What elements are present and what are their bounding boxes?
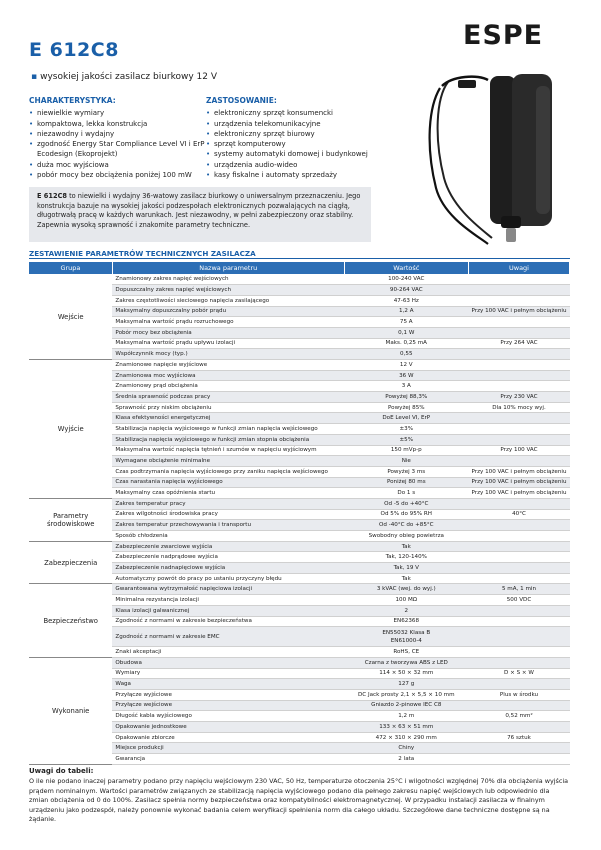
value-cell: ±5% bbox=[344, 434, 468, 445]
table-header-row bbox=[29, 262, 570, 274]
notes-cell bbox=[469, 700, 570, 711]
group-cell: Zabezpieczenia bbox=[29, 541, 112, 584]
description-box bbox=[29, 187, 371, 242]
column-header: Nazwa parametru bbox=[112, 262, 344, 274]
table-title: ZESTAWIENIE PARAMETRÓW TECHNICZNYCH ZASILACZA bbox=[29, 249, 256, 258]
value-cell: Tak, 120-140% bbox=[344, 552, 468, 563]
param-name-cell: Maksymalny dopuszczalny pobór prądu bbox=[112, 306, 344, 317]
notes-cell: D × S × W bbox=[469, 668, 570, 679]
notes-cell bbox=[469, 295, 570, 306]
param-name-cell: Klasa efektywności energetycznej bbox=[112, 413, 344, 424]
param-name-cell: Gwarancja bbox=[112, 754, 344, 765]
param-name-cell: Opakowanie jednostkowe bbox=[112, 722, 344, 733]
notes-cell bbox=[469, 573, 570, 584]
value-cell: 1,2 A bbox=[344, 306, 468, 317]
column-header: Wartość bbox=[344, 262, 468, 274]
notes-cell bbox=[469, 616, 570, 627]
value-cell: Powyżej 3 ms bbox=[344, 466, 468, 477]
param-name-cell: Wymagane obciążenie minimalne bbox=[112, 456, 344, 467]
notes-cell bbox=[469, 541, 570, 552]
notes-cell bbox=[469, 754, 570, 765]
value-cell: Czarna z tworzywa ABS z LED bbox=[344, 657, 468, 668]
feature-item: • niewielkie wymiary bbox=[29, 108, 209, 118]
param-name-cell: Sprawność przy niskim obciążeniu bbox=[112, 402, 344, 413]
value-cell: 3 A bbox=[344, 381, 468, 392]
feature-item: • niezawodny i wydajny bbox=[29, 129, 209, 139]
param-name-cell: Średnia sprawność podczas pracy bbox=[112, 392, 344, 403]
param-name-cell: Wymiary bbox=[112, 668, 344, 679]
applications-section bbox=[206, 96, 386, 180]
param-name-cell: Czas podtrzymania napięcia wyjściowego przy zaniku napięcia wejściowego bbox=[112, 466, 344, 477]
param-name-cell: Sposób chłodzenia bbox=[112, 531, 344, 542]
notes-cell: Plus w środku bbox=[469, 689, 570, 700]
value-cell: Swobodny obieg powietrza bbox=[344, 531, 468, 542]
table-row bbox=[29, 541, 570, 552]
column-header: Uwagi bbox=[469, 262, 570, 274]
value-cell: Tak bbox=[344, 541, 468, 552]
notes-cell bbox=[469, 370, 570, 381]
subtitle bbox=[31, 72, 217, 82]
notes-cell bbox=[469, 360, 570, 371]
param-name-cell: Klasa izolacji galwanicznej bbox=[112, 605, 344, 616]
param-name-cell: Gwarantowana wytrzymałość napięciowa izolacji bbox=[112, 584, 344, 595]
application-item: • urządzenia audio-wideo bbox=[206, 160, 386, 170]
notes-cell: Przy 100 VAC i pełnym obciążeniu bbox=[469, 477, 570, 488]
notes-cell bbox=[469, 349, 570, 360]
application-item: • systemy automatyki domowej i budynkowej bbox=[206, 149, 386, 159]
param-name-cell: Znamionowa moc wyjściowa bbox=[112, 370, 344, 381]
value-cell: 133 × 63 × 51 mm bbox=[344, 722, 468, 733]
value-cell: 2 bbox=[344, 605, 468, 616]
value-cell: EN55032 Klasa B EN61000-4 bbox=[344, 627, 468, 647]
notes-cell bbox=[469, 743, 570, 754]
value-cell: Do 1 s bbox=[344, 488, 468, 499]
table-title-rule bbox=[29, 258, 570, 259]
notes-cell: Dla 10% mocy wyj. bbox=[469, 402, 570, 413]
footnote-text: O ile nie podano inaczej parametry podano przy napięciu wejściowym 230 VAC, 50 Hz, temperaturze otoczenia 25°C i wilgotności względnej 70% dla obciążenia wyjścia prądem nominalnym. Wartości parametrów związanych ze stabilizacją napięcia wyjściowego podano dla pełnego zakresu napięć wejściowych lub odpowiednio dla zmian obciążenia od 0 do 100%. Zasilacz spełnia normy bezpieczeństwa oraz kompatybilności elektromagnetycznej. W przypadku instalacji zasilacza w finalnym urządzeniu jako podzespół, należy ponownie wykonać badania celem weryfikacji spełnienia norm dla całego układu. Szczegółowe dane techniczne dostępne są na żądanie. bbox=[29, 777, 569, 824]
notes-cell bbox=[469, 605, 570, 616]
notes-cell bbox=[469, 657, 570, 668]
param-name-cell: Maksymalna wartość prądu upływu izolacji bbox=[112, 338, 344, 349]
notes-cell: Przy 100 VAC i pełnym obciążeniu bbox=[469, 306, 570, 317]
value-cell: 75 A bbox=[344, 317, 468, 328]
param-name-cell: Zakres wilgotności środowiska pracy bbox=[112, 509, 344, 520]
column-header: Grupa bbox=[29, 262, 112, 274]
notes-cell bbox=[469, 563, 570, 574]
value-cell: EN62368 bbox=[344, 616, 468, 627]
value-cell: RoHS, CE bbox=[344, 647, 468, 658]
param-name-cell: Zakres temperatur pracy bbox=[112, 498, 344, 509]
footnote bbox=[29, 767, 570, 824]
application-item: • kasy fiskalne i automaty sprzedaży bbox=[206, 170, 386, 180]
notes-cell: 40°C bbox=[469, 509, 570, 520]
notes-cell: 5 mA, 1 min bbox=[469, 584, 570, 595]
param-name-cell: Stabilizacja napięcia wyjściowego w funkcji zmian napięcia wejściowego bbox=[112, 424, 344, 435]
param-name-cell: Maksymalna wartość napięcia tętnień i szumów w napięciu wyjściowym bbox=[112, 445, 344, 456]
table-row bbox=[29, 657, 570, 668]
param-name-cell: Zgodność z normami w zakresie bezpieczeństwa bbox=[112, 616, 344, 627]
param-name-cell: Minimalna rezystancja izolacji bbox=[112, 595, 344, 606]
notes-cell bbox=[469, 424, 570, 435]
value-cell: 1,2 m bbox=[344, 711, 468, 722]
value-cell: 100-240 VAC bbox=[344, 274, 468, 285]
param-name-cell: Współczynnik mocy (typ.) bbox=[112, 349, 344, 360]
value-cell: ±3% bbox=[344, 424, 468, 435]
group-cell: Parametry środowiskowe bbox=[29, 498, 112, 541]
notes-cell bbox=[469, 381, 570, 392]
specs-table bbox=[29, 262, 570, 765]
application-item: • urządzenia telekomunikacyjne bbox=[206, 119, 386, 129]
param-name-cell: Maksymalny czas opóźnienia startu bbox=[112, 488, 344, 499]
features-section bbox=[29, 96, 209, 180]
application-item: • sprzęt komputerowy bbox=[206, 139, 386, 149]
notes-cell bbox=[469, 531, 570, 542]
features-heading: CHARAKTERYSTYKA: bbox=[29, 96, 116, 105]
feature-item: • pobór mocy bez obciążenia poniżej 100 mW bbox=[29, 170, 209, 180]
param-name-cell: Znaki akceptacji bbox=[112, 647, 344, 658]
notes-cell bbox=[469, 434, 570, 445]
value-cell: Gniazdo 2-pinowe IEC C8 bbox=[344, 700, 468, 711]
logo-text: ESPE bbox=[463, 20, 544, 51]
param-name-cell: Waga bbox=[112, 679, 344, 690]
param-name-cell: Obudowa bbox=[112, 657, 344, 668]
param-name-cell: Zakres temperatur przechowywania i transportu bbox=[112, 520, 344, 531]
notes-cell bbox=[469, 285, 570, 296]
value-cell: 0,1 W bbox=[344, 327, 468, 338]
notes-cell bbox=[469, 627, 570, 647]
table-row bbox=[29, 584, 570, 595]
notes-cell bbox=[469, 317, 570, 328]
param-name-cell: Znamionowe napięcie wyjściowe bbox=[112, 360, 344, 371]
table-row bbox=[29, 274, 570, 285]
application-item: • elektroniczny sprzęt biurowy bbox=[206, 129, 386, 139]
value-cell: 0,55 bbox=[344, 349, 468, 360]
notes-cell bbox=[469, 456, 570, 467]
param-name-cell: Automatyczny powrót do pracy po ustaniu przyczyny błędu bbox=[112, 573, 344, 584]
param-name-cell: Zakres częstotliwości sieciowego napięcia zasilającego bbox=[112, 295, 344, 306]
value-cell: Tak bbox=[344, 573, 468, 584]
footnote-heading: Uwagi do tabeli: bbox=[29, 767, 94, 775]
features-list bbox=[29, 108, 209, 180]
value-cell: 47-63 Hz bbox=[344, 295, 468, 306]
feature-item: • kompaktowa, lekka konstrukcja bbox=[29, 119, 209, 129]
value-cell: 90-264 VAC bbox=[344, 285, 468, 296]
subtitle-text: wysokiej jakości zasilacz biurkowy 12 V bbox=[40, 72, 218, 82]
param-name-cell: Opakowanie zbiorcze bbox=[112, 732, 344, 743]
param-name-cell: Przyłącze wejściowe bbox=[112, 700, 344, 711]
notes-cell: Przy 100 VAC i pełnym obciążeniu bbox=[469, 466, 570, 477]
notes-cell bbox=[469, 413, 570, 424]
description-model: E 612C8 bbox=[37, 192, 67, 200]
value-cell: 36 W bbox=[344, 370, 468, 381]
feature-item: • duża moc wyjściowa bbox=[29, 160, 209, 170]
param-name-cell: Miejsce produkcji bbox=[112, 743, 344, 754]
applications-list bbox=[206, 108, 386, 180]
value-cell: 3 kVAC (wej. do wyj.) bbox=[344, 584, 468, 595]
notes-cell bbox=[469, 327, 570, 338]
group-cell: Wyjście bbox=[29, 360, 112, 499]
param-name-cell: Stabilizacja napięcia wyjściowego w funkcji zmian stopnia obciążenia bbox=[112, 434, 344, 445]
param-name-cell: Znamionowy zakres napięć wejściowych bbox=[112, 274, 344, 285]
param-name-cell: Zabezpieczenie zwarciowe wyjścia bbox=[112, 541, 344, 552]
value-cell: Powyżej 85% bbox=[344, 402, 468, 413]
param-name-cell: Zabezpieczenie nadprądowe wyjścia bbox=[112, 552, 344, 563]
product-image bbox=[418, 68, 568, 248]
feature-item: • zgodność Energy Star Compliance Level VI i ErP Ecodesign (Ekoprojekt) bbox=[29, 139, 209, 160]
notes-cell: 0,52 mm² bbox=[469, 711, 570, 722]
notes-cell: 500 VDC bbox=[469, 595, 570, 606]
value-cell: 12 V bbox=[344, 360, 468, 371]
param-name-cell: Pobór mocy bez obciążenia bbox=[112, 327, 344, 338]
notes-cell: 76 sztuk bbox=[469, 732, 570, 743]
notes-cell: Przy 230 VAC bbox=[469, 392, 570, 403]
notes-cell: Przy 264 VAC bbox=[469, 338, 570, 349]
value-cell: DC Jack prosty 2,1 × 5,5 × 10 mm bbox=[344, 689, 468, 700]
value-cell: Od -5 do +40°C bbox=[344, 498, 468, 509]
value-cell: Nie bbox=[344, 456, 468, 467]
notes-cell bbox=[469, 722, 570, 733]
param-name-cell: Zgodność z normami w zakresie EMC bbox=[112, 627, 344, 647]
value-cell: DoE Level VI, ErP bbox=[344, 413, 468, 424]
group-cell: Wykonanie bbox=[29, 657, 112, 764]
param-name-cell: Przyłącze wyjściowe bbox=[112, 689, 344, 700]
param-name-cell: Zabezpieczenie nadnapięciowe wyjścia bbox=[112, 563, 344, 574]
value-cell: 127 g bbox=[344, 679, 468, 690]
notes-cell bbox=[469, 679, 570, 690]
param-name-cell: Dopuszczalny zakres napięć wejściowych bbox=[112, 285, 344, 296]
value-cell: 2 lata bbox=[344, 754, 468, 765]
param-name-cell: Znamionowy prąd obciążenia bbox=[112, 381, 344, 392]
notes-cell bbox=[469, 520, 570, 531]
value-cell: Od -40°C do +85°C bbox=[344, 520, 468, 531]
value-cell: 100 MΩ bbox=[344, 595, 468, 606]
application-item: • elektroniczny sprzęt konsumencki bbox=[206, 108, 386, 118]
value-cell: Maks. 0,25 mA bbox=[344, 338, 468, 349]
table-row bbox=[29, 360, 570, 371]
param-name-cell: Maksymalna wartość prądu rozruchowego bbox=[112, 317, 344, 328]
notes-cell: Przy 100 VAC bbox=[469, 445, 570, 456]
value-cell: 472 × 310 × 290 mm bbox=[344, 732, 468, 743]
value-cell: Poniżej 80 ms bbox=[344, 477, 468, 488]
espe-logo bbox=[463, 20, 569, 50]
param-name-cell: Czas narastania napięcia wyjściowego bbox=[112, 477, 344, 488]
notes-cell: Przy 100 VAC i pełnym obciążeniu bbox=[469, 488, 570, 499]
page-title: E 612C8 bbox=[29, 39, 119, 61]
applications-heading: ZASTOSOWANIE: bbox=[206, 96, 277, 105]
param-name-cell: Długość kabla wyjściowego bbox=[112, 711, 344, 722]
notes-cell bbox=[469, 647, 570, 658]
group-cell: Bezpieczeństwo bbox=[29, 584, 112, 657]
value-cell: 114 × 50 × 32 mm bbox=[344, 668, 468, 679]
value-cell: Od 5% do 95% RH bbox=[344, 509, 468, 520]
notes-cell bbox=[469, 274, 570, 285]
notes-cell bbox=[469, 498, 570, 509]
group-cell: Wejście bbox=[29, 274, 112, 360]
value-cell: Tak, 19 V bbox=[344, 563, 468, 574]
value-cell: Chiny bbox=[344, 743, 468, 754]
value-cell: 150 mVp-p bbox=[344, 445, 468, 456]
bullet-icon: ▪ bbox=[31, 72, 38, 82]
description-text: to niewielki i wydajny 36-watowy zasilacz biurkowy o uniwersalnym przeznaczeniu. Jego konstrukcja bazuje na wysokiej jakości podzespołach elektronicznych pozwalających na ciągłą, długotrwałą pracę w każdych warunkach. Jest niezawodny, w pełni zabezpieczony oraz stabilny. Zapewnia wysoką sprawność i znakomite parametry techniczne. bbox=[37, 192, 361, 229]
value-cell: Powyżej 88,3% bbox=[344, 392, 468, 403]
table-row bbox=[29, 498, 570, 509]
notes-cell bbox=[469, 552, 570, 563]
